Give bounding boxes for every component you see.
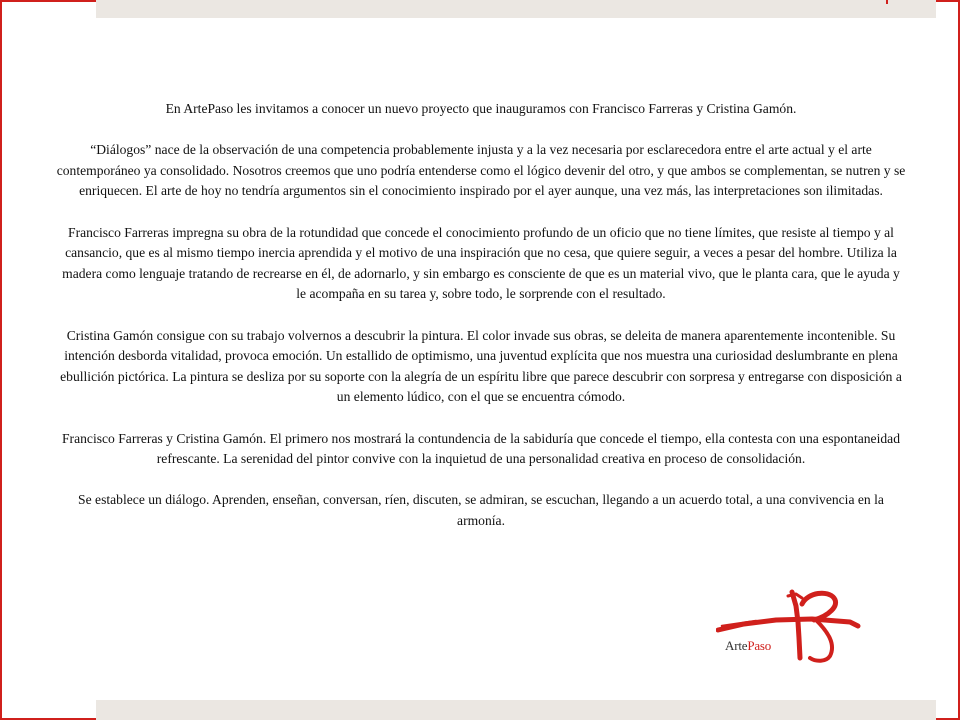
artepaso-logo [716,586,861,668]
artepaso-brush-logo-icon [716,586,861,668]
paragraph-both: Francisco Farreras y Cristina Gamón. El primero nos mostrará la contundencia de la sabiduría que concede el tiempo, ella contesta con una espontaneidad refrescante. La serenidad del pintor convive con la inquietud de una personalidad creativa en proceso de consolidación. [62,430,900,467]
bottom-strip [96,700,936,720]
body-text [56,99,906,531]
paragraph-farreras: Francisco Farreras impregna su obra de la rotundidad que concede el conocimiento profundo de un oficio que no tiene límites, que resiste al tiempo y al cansancio, que es al mismo tiempo inercia aprendida y el motivo de una inspiración que no cesa, que quiere seguir, a veces a pesar del hombre. Utiliza la madera como lenguaje tratando de recrearse en él, de adornarlo, y sin embargo es consciente de que es un material vivo, que le planta cara, que le ayuda y le acompaña en su tarea y, sobre todo, le sorprende con el resultado. [62,224,900,302]
top-tick-mark [886,0,888,4]
paragraph-gamon: Cristina Gamón consigue con su trabajo volvernos a descubrir la pintura. El color invade sus obras, se deleita de manera aparentemente incontenible. Su intención desborda vitalidad, provoca emoción. Un estallido de optimismo, una juventud explícita que nos muestra una curiosidad deslumbrante en plena ebullición pictórica. La pintura se desliza por su soporte con la alegría de un espíritu libre que parece descubrir con sorpresa y entregarse con disposición a un elemento lúdico, con el que se encuentra cómodo. [60,327,902,405]
logo-wordmark-paso: Paso [747,638,772,653]
logo-wordmark [725,638,771,654]
logo-wordmark-arte: Arte [725,638,748,653]
paragraph-intro: En ArtePaso les invitamos a conocer un nuevo proyecto que inauguramos con Francisco Farreras y Cristina Gamón. [165,101,797,116]
paragraph-closing: Se establece un diálogo. Aprenden, enseñan, conversan, ríen, discuten, se admiran, se escuchan, llegando a un acuerdo total, a una convivencia en la armonía. [78,492,884,528]
paragraph-dialogos: “Diálogos” nace de la observación de una competencia probablemente injusta y a la vez necesaria por esclarecedora entre el arte actual y el arte contemporáneo ya consolidado. Nosotros creemos que uno podría entenderse como el lógico devenir del otro, y que ambos se complementan, se nutren y se enriquecen. El arte de hoy no tendría argumentos sin el conocimiento inspirado por el ayer aunque, una vez más, las interpretaciones son ilimitadas. [56,142,906,199]
top-strip [96,0,936,18]
